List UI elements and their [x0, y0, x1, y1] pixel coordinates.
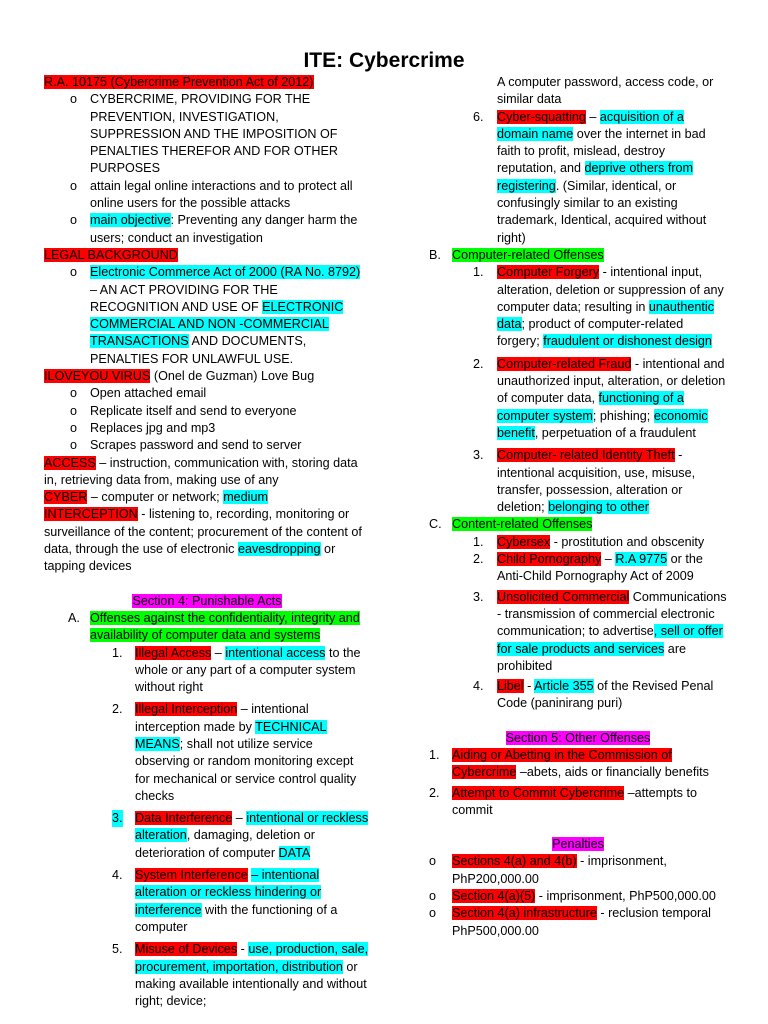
other-offense-item: 2. Attempt to Commit Cybercrime –attempts to commit [429, 785, 697, 817]
offense-item: 3. Data Interference – intentional or reckless alteration, damaging, deletion or deterioration of computer DATA [112, 811, 369, 860]
page-title: ITE: Cybercrime [303, 49, 465, 72]
list-item: o CYBERCRIME, PROVIDING FOR THE PREVENTION, INVESTIGATION, SUPPRESSION AND THE IMPOSITION OF PENALTIES THEREFOR AND FOR OTHER PURPOSES [70, 92, 338, 176]
offense-item: 4. System Interference – intentional alteration or reckless hindering or interference with the functioning of a computer [112, 868, 338, 934]
offense-item: 6. Cyber-squatting – acquisition of a domain name over the internet in bad faith to profit, mislead, destroy reputation, and deprive others from registering. (Similar, identical, or confusingly similar to an existing trademark, Identical, acquired without right) [473, 109, 707, 245]
offense-item: 1. Computer Forgery - intentional input, alteration, deletion or suppression of any computer data; resulting in unauthentic data; product of computer-related forgery; fraudulent or dishonest design [473, 265, 724, 349]
bullet-icon: o [70, 178, 78, 193]
bullet-icon: o [70, 438, 78, 453]
penalties-heading: Penalties [552, 837, 604, 852]
legal-background-label: LEGAL BACKGROUND [44, 247, 178, 262]
offense-item: 3. Computer- related Identity Theft - intentional acquisition, use, misuse, transfer, possession, alteration or deletion; belonging to other [473, 448, 696, 515]
list-item: o Replicate itself and send to everyone [44, 403, 370, 420]
access-label: ACCESS [44, 455, 96, 470]
group-c: C. Content-related Offenses [429, 517, 593, 532]
offense-item: 3. Unsolicited Commercial Communications - transmission of commercial electronic communication; to advertise, sell or offer for sale products and services are prohibited [473, 589, 727, 673]
bullet-icon: o [429, 906, 437, 921]
penalty-item: o Section 4(a)(5) - imprisonment, PhP500,000.00 [429, 888, 727, 905]
continued-text: A computer password, access code, or similar data [497, 75, 714, 107]
list-item: o attain legal online interactions and to protect all online users for the possible attacks [70, 178, 353, 211]
ra-label: R.A. 10175 (Cybercrime Prevention Act of 2012) [44, 75, 314, 89]
iloveyou-label: ILOVEYOU VIRUS [44, 369, 151, 384]
group-b: B. Computer-related Offenses [429, 247, 604, 262]
list-item: o main objective: Preventing any danger harm the users; conduct an investigation [70, 213, 358, 245]
section4-heading: Section 4: Punishable Acts [132, 593, 282, 608]
group-a: A. Offenses against the confidentiality, integrity and availability of computer data and systems [68, 610, 360, 643]
bullet-icon: o [70, 403, 78, 418]
bullet-icon: o [70, 420, 78, 435]
interception-label: INTERCEPTION [44, 507, 138, 522]
bullet-icon: o [70, 265, 78, 280]
section5-heading: Section 5: Other Offenses [505, 730, 651, 745]
offense-item: 2. Illegal Interception – intentional interception made by TECHNICAL MEANS; shall not utilize service observing or random monitoring except for mechanical or service control quality checks [112, 702, 357, 803]
list-item: o Open attached email [44, 385, 370, 402]
main-objective-label: main objective [90, 213, 171, 228]
penalty-item: o Sections 4(a) and 4(b) - imprisonment, PhP200,000.00 [429, 854, 667, 886]
list-item: o Scrapes password and send to server [44, 437, 370, 454]
list-item: o Replaces jpg and mp3 [44, 420, 370, 437]
offense-item: 5. Misuse of Devices - use, production, sale, procurement, importation, distribution or making available intentionally and without right; device; [112, 942, 369, 1009]
left-column: R.A. 10175 (Cybercrime Prevention Act of 2012) o CYBERCRIME, PROVIDING FOR THE PREVENTION, INVESTIGATION, SUPPRESSION AND THE IMPOSITION OF PENALTIES THEREFOR AND FOR OTHER PURPOSES o attain legal online interactions and to protect all online users for the possible attacks o main objective: Preventing any danger harm the users; conduct an investigation LEGAL BACKGROUND o Electronic Commerce Act of 2000 (RA No. 8792) – AN ACT PROVIDING FOR THE RECOGNITION AND USE OF ELECTRONIC COMMERCIAL AND NON -COMMERCIAL TRANSACTIONS AND DOCUMENTS, PENALTIES FOR UNLAWFUL USE. ILOVEYOU VIRUS (Onel de Guzman) Love Bug o Open attached email o Replicate itself and send to everyone o Replaces jpg and mp3 o Scrapes password and send to server ACCESS – instruction, communication with, storing data in, retrieving data from, making use of any CYBER – computer or network; medium INTERCEPTION - listening to, recording, monitoring or surveillance of the content; procurement of the content of data, through the use of electronic eavesdropping or tapping devices Section 4: Punishable Acts A. Offenses against the confidentiality, integrity and availability of computer data and systems 1. Illegal Access – intentional access to the whole or any part of a computer system without right 2. Illegal Interception – intentional interception made by TECHNICAL MEANS; shall not utilize service observing or random monitoring except for mechanical or service control quality checks 3. Data Interference – intentional or reckless alteration, damaging, deletion or deterioration of computer DATA 4. System Interference – intentional alteration or reckless hindering or interference with the functioning of a computer 5. Misuse of Devices - use, production, sale, procurement, importation, distribution or making available intentionally and without right; device; [44, 74, 370, 1010]
offense-item: 1. Cybersex - prostitution and obscenity [473, 534, 705, 549]
right-column [429, 74, 727, 940]
list-item: o Electronic Commerce Act of 2000 (RA No. 8792) – AN ACT PROVIDING FOR THE RECOGNITION AND USE OF ELECTRONIC COMMERCIAL AND NON -COMMERCIAL TRANSACTIONS AND DOCUMENTS, PENALTIES FOR UNLAWFUL USE. [70, 265, 361, 366]
other-offense-item: 1. Aiding or Abetting in the Commission of Cybercrime –abets, aids or financially benefits [429, 747, 709, 780]
offense-item: 1. Illegal Access – intentional access to the whole or any part of a computer system without right [112, 645, 361, 695]
offense-item: 4. Libel - Article 355 of the Revised Penal Code (paninirang puri) [473, 679, 714, 711]
bullet-icon: o [70, 213, 78, 228]
bullet-icon: o [70, 386, 78, 401]
offense-item: 2. Child Pornography – R.A 9775 or the Anti-Child Pornography Act of 2009 [473, 552, 703, 584]
cyber-label: CYBER [44, 490, 88, 505]
offense-item: 2. Computer-related Fraud - intentional and unauthorized input, alteration, or deletion of computer data, functioning of a computer system; phishing; economic benefit, perpetuation of a fraudulent [473, 356, 726, 440]
bullet-icon: o [429, 889, 437, 904]
bullet-icon: o [70, 92, 78, 107]
bullet-icon: o [429, 854, 437, 869]
penalty-item: o Section 4(a) infrastructure - reclusion temporal PhP500,000.00 [429, 906, 711, 938]
